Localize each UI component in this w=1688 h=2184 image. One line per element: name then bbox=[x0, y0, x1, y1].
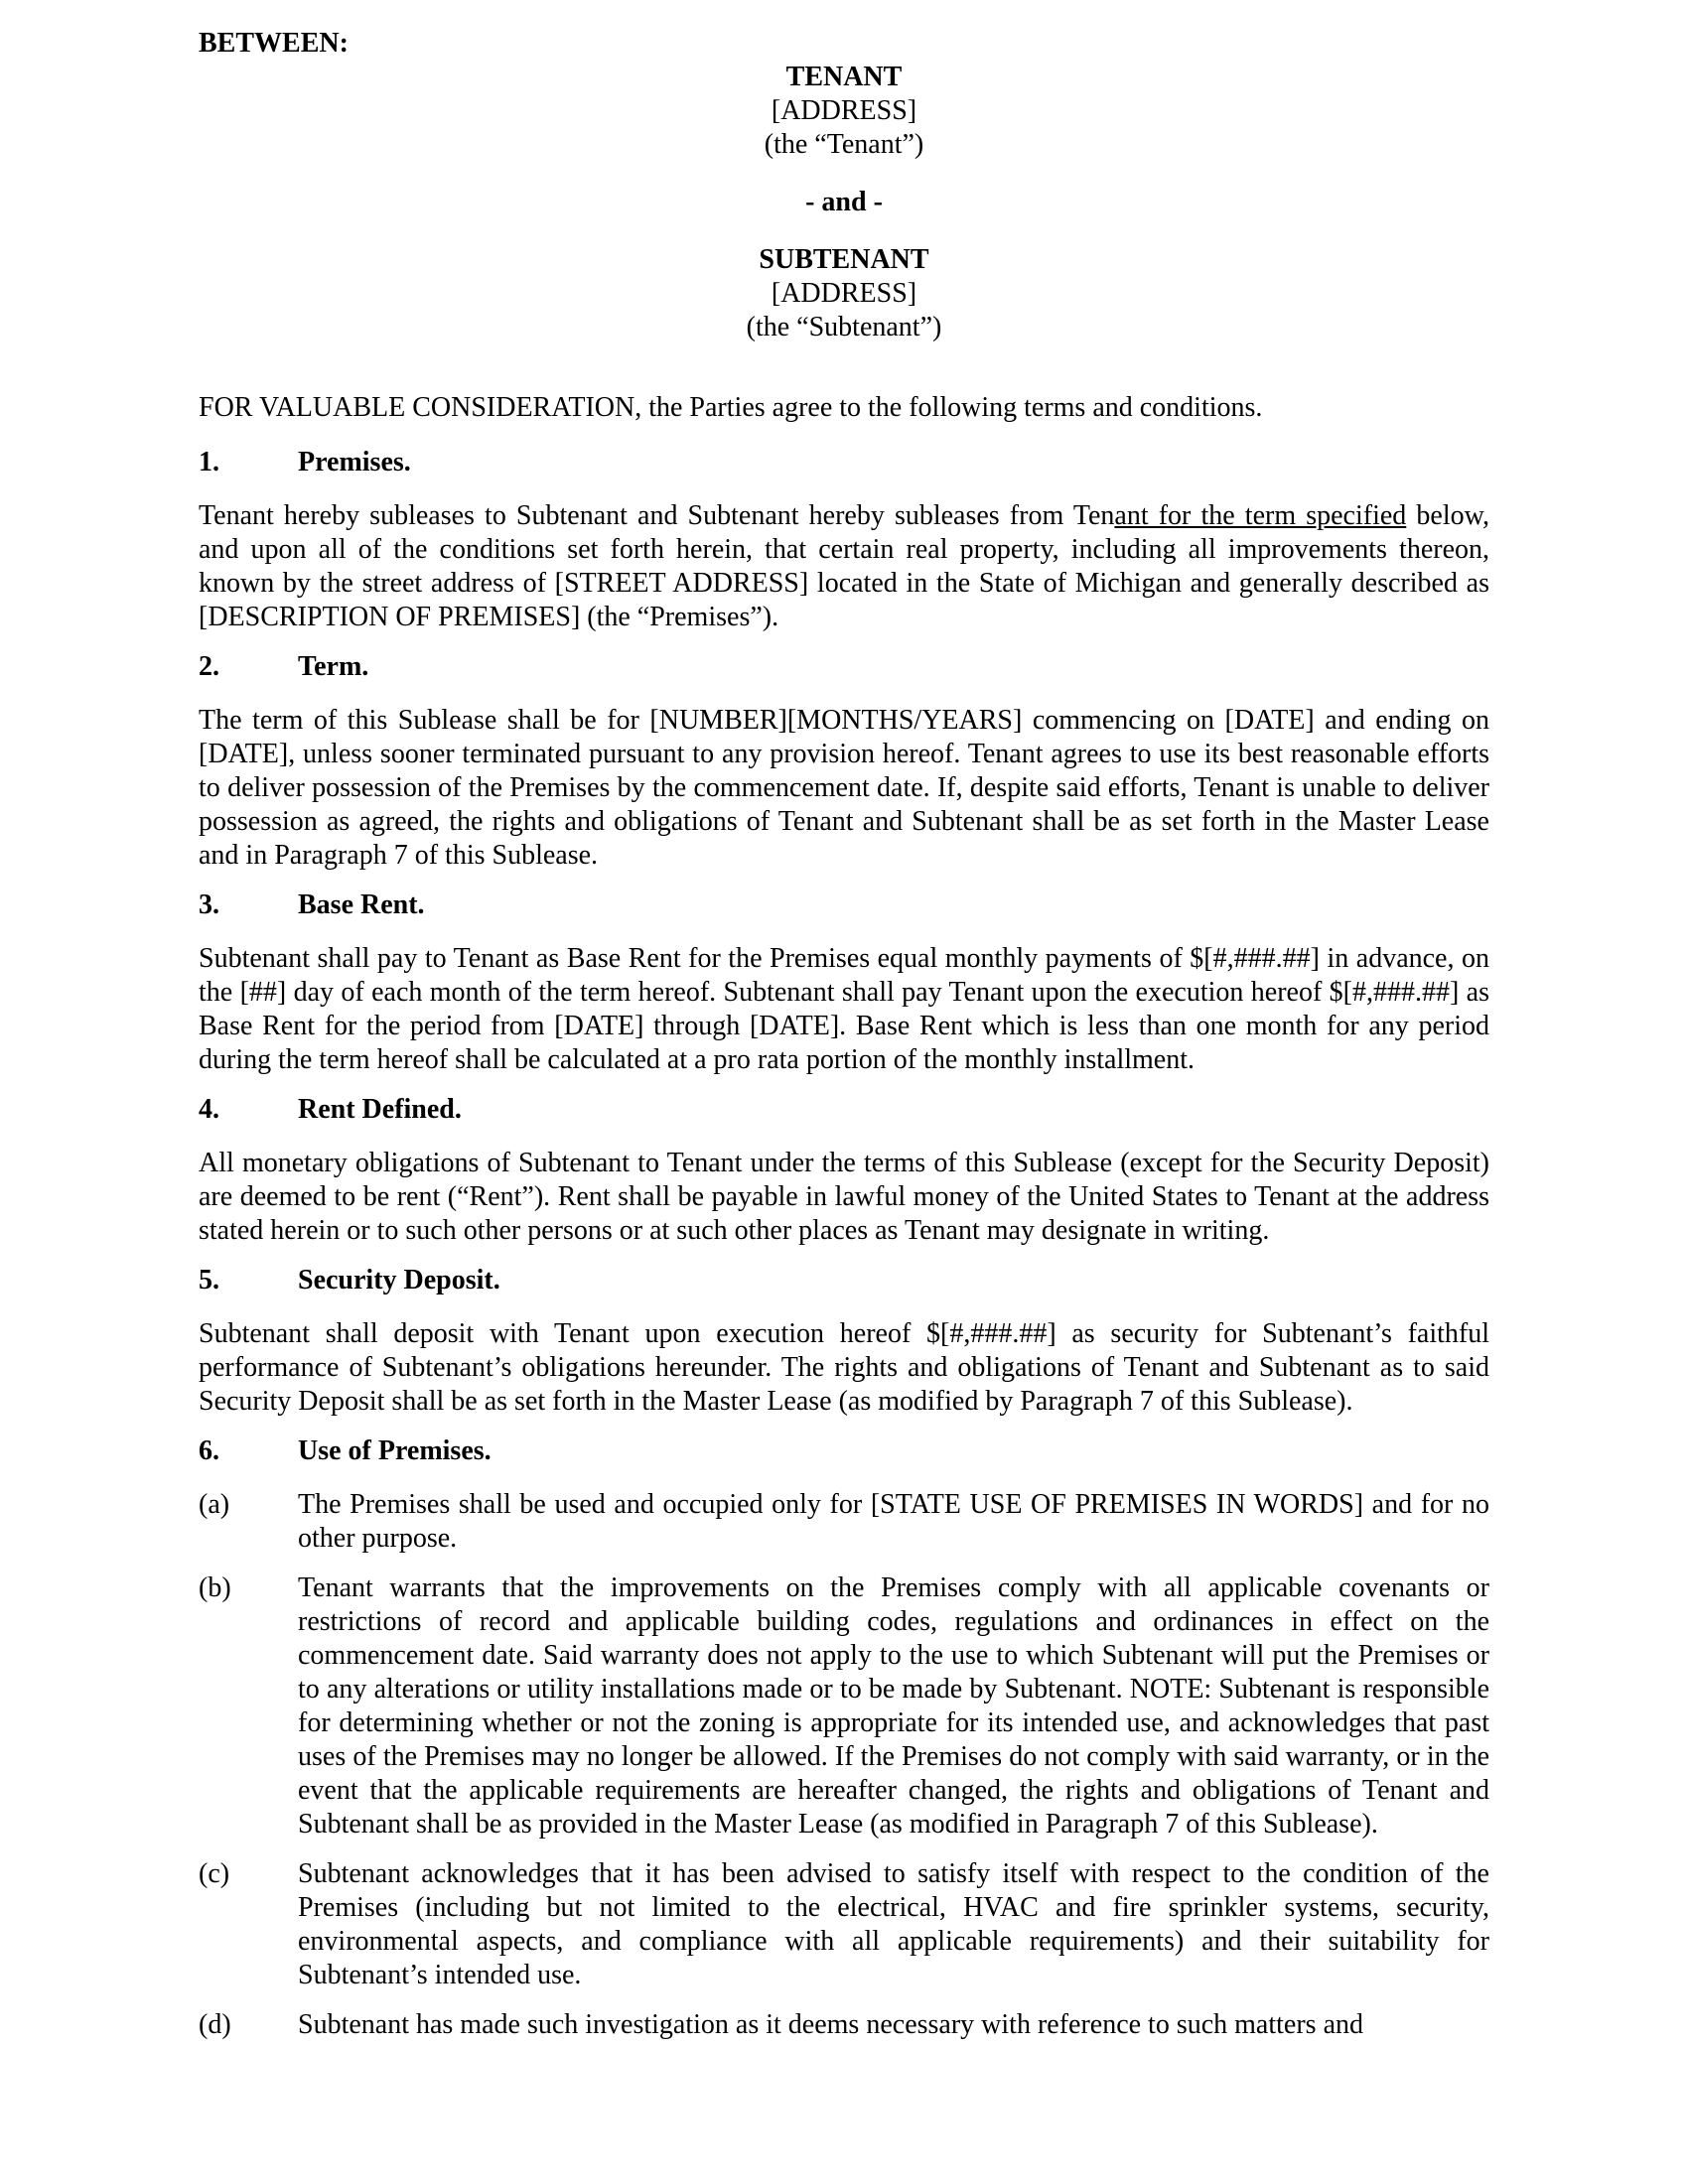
section-heading-rent-defined bbox=[199, 1093, 1489, 1127]
and-separator: - and - bbox=[805, 187, 883, 217]
section-title: Rent Defined. bbox=[298, 1094, 462, 1125]
section-number: 1. bbox=[199, 447, 219, 478]
party-block bbox=[199, 61, 1489, 344]
subtenant-address: [ADDRESS] bbox=[771, 278, 917, 309]
premises-text-pre: Tenant hereby subleases to Subtenant and Subtenant hereby subleases from Ten bbox=[199, 500, 1115, 531]
subsection-a bbox=[199, 1488, 1489, 1556]
subsection-text: The Premises shall be used and occupied only for [STATE USE OF PREMISES IN WORDS] and for no other purpose. bbox=[298, 1489, 1489, 1554]
section-heading-use-of-premises bbox=[199, 1434, 1489, 1468]
subsection-text: Subtenant acknowledges that it has been advised to satisfy itself with respect to the condition of the Premises (including but not limited to the electrical, HVAC and fire sprinkler systems, security, environmental aspects, and compliance with all applicable requirements) and their suitability for Subtenant’s intended use. bbox=[298, 1858, 1489, 1990]
subsection-label: (c) bbox=[199, 1858, 230, 1889]
section-body-base-rent: Subtenant shall pay to Tenant as Base Rent for the Premises equal monthly payments of $[#,###.##] in advance, on the [##] day of each month of the term hereof. Subtenant shall pay Tenant upon the execution hereof $[#,###.##] as Base Rent for the period from [DATE] through [DATE]. Base Rent which is less than one month for any period during the term hereof shall be calculated at a pro rata portion of the monthly installment. bbox=[199, 943, 1489, 1075]
preamble-paragraph: FOR VALUABLE CONSIDERATION, the Parties agree to the following terms and conditions. bbox=[199, 392, 1263, 423]
section-heading-premises bbox=[199, 446, 1489, 479]
subsection-c bbox=[199, 1857, 1489, 1992]
tenant-name: TENANT bbox=[785, 62, 903, 92]
subtenant-alias: (the “Subtenant”) bbox=[746, 312, 942, 342]
section-body-term: The term of this Sublease shall be for [NUMBER][MONTHS/YEARS] commencing on [DATE] and ending on [DATE], unless sooner terminated pursuant to any provision hereof. Tenant agrees to use its best reasonable efforts to deliver possession of the Premises by the commencement date. If, despite said efforts, Tenant is unable to deliver possession as agreed, the rights and obligations of Tenant and Subtenant shall be as set forth in the Master Lease and in Paragraph 7 of this Sublease. bbox=[199, 705, 1489, 871]
between-label: BETWEEN: bbox=[199, 28, 349, 59]
subsection-text: Subtenant has made such investigation as it deems necessary with reference to such matters and bbox=[298, 2009, 1363, 2040]
subsection-text: Tenant warrants that the improvements on the Premises comply with all applicable covenants or restrictions of record and applicable building codes, regulations and ordinances in effect on the commencement date. Said warranty does not apply to the use to which Subtenant will put the Premises or to any alterations or utility installations made or to be made by Subtenant. NOTE: Subtenant is responsible for determining whether or not the zoning is appropriate for its intended use, and acknowledges that past uses of the Premises may no longer be allowed. If the Premises do not comply with said warranty, or in the event that the applicable requirements are hereafter changed, the rights and obligations of Tenant and Subtenant shall be as provided in the Master Lease (as modified in Paragraph 7 of this Sublease). bbox=[298, 1572, 1489, 1840]
section-number: 4. bbox=[199, 1094, 219, 1125]
subsection-label: (a) bbox=[199, 1489, 230, 1520]
section-number: 3. bbox=[199, 889, 219, 920]
subtenant-name: SUBTENANT bbox=[759, 244, 929, 275]
section-number: 5. bbox=[199, 1265, 219, 1296]
subsection-label: (d) bbox=[199, 2009, 231, 2040]
premises-text-post: below, and upon all of the conditions set forth herein, that certain real property, including all improvements thereon, known by the street address of [STREET ADDRESS] located in the State of Michigan and generally described as [DESCRIPTION OF PREMISES] (the “Premises”). bbox=[199, 500, 1490, 632]
tenant-alias: (the “Tenant”) bbox=[764, 129, 924, 160]
section-number: 6. bbox=[199, 1435, 219, 1466]
section-body-rent-defined: All monetary obligations of Subtenant to Tenant under the terms of this Sublease (except for the Security Deposit) are deemed to be rent (“Rent”). Rent shall be payable in lawful money of the United States to Tenant at the address stated herein or to such other persons or at such other places as Tenant may designate in writing. bbox=[199, 1148, 1489, 1246]
section-number: 2. bbox=[199, 651, 219, 682]
subsection-label: (b) bbox=[199, 1572, 231, 1603]
section-title: Base Rent. bbox=[298, 889, 425, 920]
section-body-security-deposit: Subtenant shall deposit with Tenant upon execution hereof $[#,###.##] as security for Subtenant’s faithful performance of Subtenant’s obligations hereunder. The rights and obligations of Tenant and Subtenant as to said Security Deposit shall be as set forth in the Master Lease (as modified by Paragraph 7 of this Sublease). bbox=[199, 1318, 1489, 1417]
tenant-address: [ADDRESS] bbox=[771, 95, 917, 126]
section-title: Security Deposit. bbox=[298, 1265, 500, 1296]
subsection-d bbox=[199, 2008, 1489, 2042]
section-heading-base-rent bbox=[199, 888, 1489, 922]
subsection-b bbox=[199, 1571, 1489, 1842]
section-heading-term bbox=[199, 650, 1489, 684]
section-title: Use of Premises. bbox=[298, 1435, 492, 1466]
section-heading-security-deposit bbox=[199, 1264, 1489, 1297]
section-body-premises bbox=[199, 499, 1489, 634]
section-title: Premises. bbox=[298, 447, 411, 478]
premises-text-underlined: ant for the term specified bbox=[1114, 500, 1407, 531]
section-title: Term. bbox=[298, 651, 369, 682]
